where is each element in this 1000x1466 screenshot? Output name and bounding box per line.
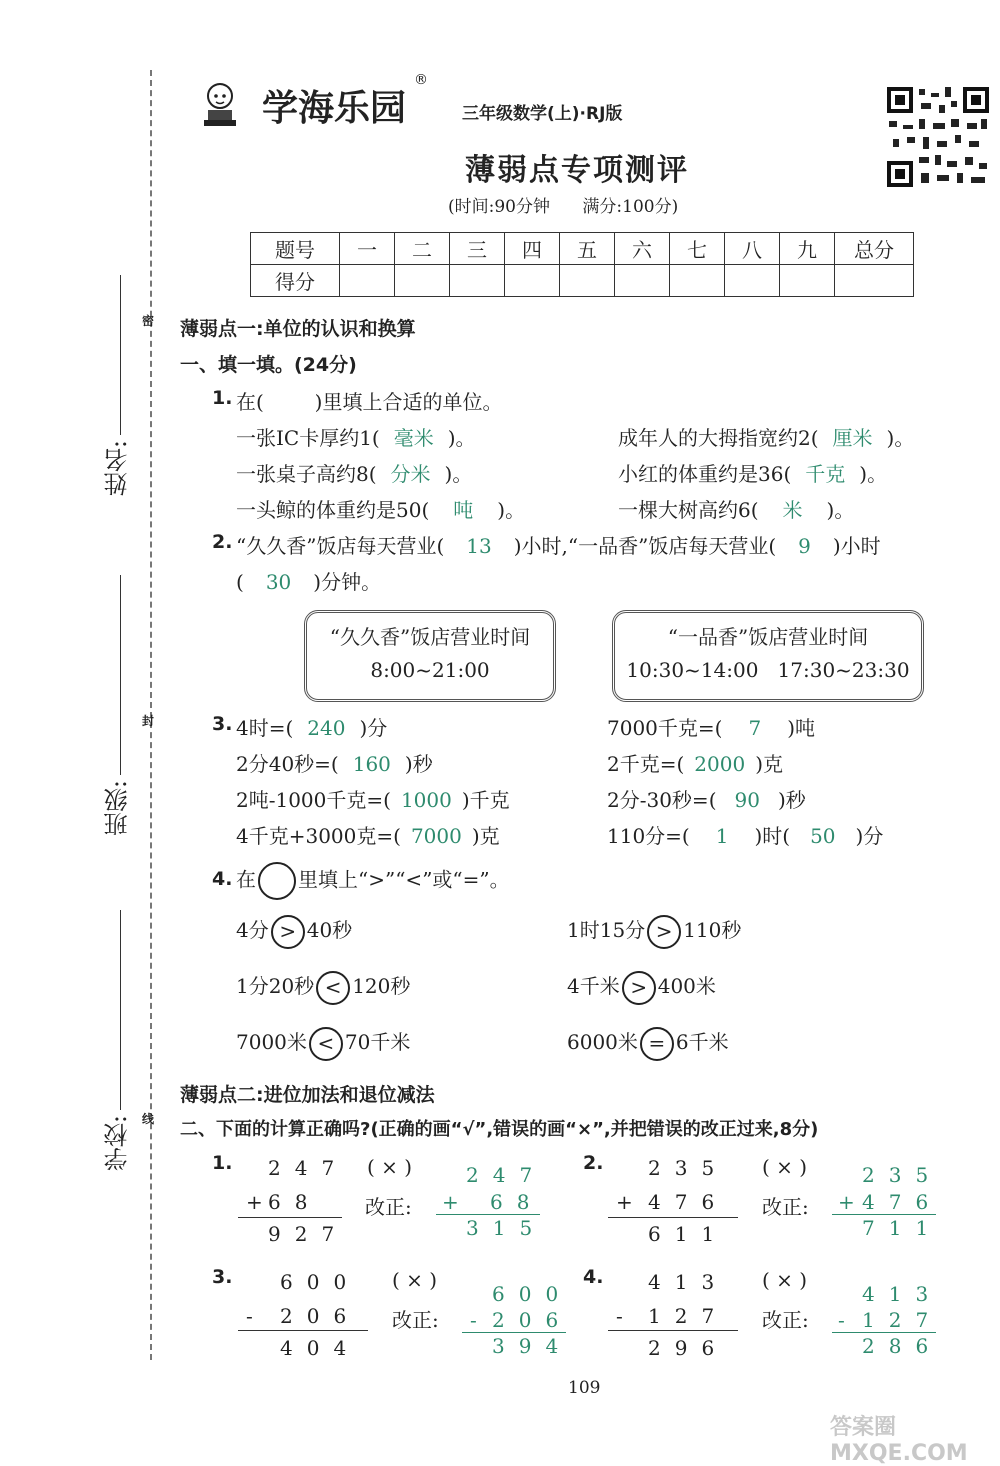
p4-fix-rule xyxy=(832,1332,936,1333)
q2-text: )小时,“一品香”饭店每天营业( xyxy=(513,534,777,558)
q3-answer-minutes[interactable]: 50 xyxy=(810,824,836,848)
score-cell[interactable] xyxy=(725,265,780,297)
q4-left: 4分 xyxy=(236,918,269,942)
score-header-cell: 五 xyxy=(560,233,615,265)
q1-item-post: )。 xyxy=(444,462,473,486)
page-title: 薄弱点专项测评 xyxy=(465,153,689,188)
p3-operand-a: 600 xyxy=(280,1270,361,1294)
q4-compare-answer[interactable]: = xyxy=(640,1027,674,1061)
score-header-cell: 总分 xyxy=(835,233,914,265)
score-header-cell: 三 xyxy=(450,233,505,265)
q3-answer[interactable]: 240 xyxy=(307,716,346,740)
q1-item xyxy=(236,422,476,451)
p2-rule xyxy=(608,1217,738,1218)
part2-title: 二、下面的计算正确吗?(正确的画“√”,错误的画“×”,并把错误的改正过来,8分) xyxy=(180,1119,819,1140)
p2-fix-rule xyxy=(832,1214,936,1215)
p3-result: 404 xyxy=(280,1336,361,1360)
p4-rule xyxy=(608,1330,738,1331)
p1-fix-a: 247 xyxy=(466,1163,547,1187)
q1-answer[interactable]: 千克 xyxy=(805,462,846,486)
score-cell[interactable] xyxy=(615,265,670,297)
q1-item-post: )。 xyxy=(886,426,915,450)
q4-stem-pre: 在 xyxy=(236,867,256,892)
p1-rule xyxy=(238,1217,342,1218)
score-cell[interactable] xyxy=(340,265,395,297)
p3-rule xyxy=(238,1330,368,1331)
p3-number: 3. xyxy=(212,1266,233,1288)
q3-item-post: )克 xyxy=(471,824,500,848)
q4-left: 1时15分 xyxy=(567,918,646,942)
q1-item-post: )。 xyxy=(859,462,888,486)
p2-operator: + xyxy=(616,1190,633,1214)
school-line[interactable] xyxy=(120,910,121,1110)
score-header-cell: 四 xyxy=(505,233,560,265)
p4-operand-a: 413 xyxy=(648,1270,729,1294)
section1-title: 薄弱点一:单位的认识和换算 xyxy=(180,318,416,340)
p3-operator: - xyxy=(246,1304,253,1328)
q1-item-post: )。 xyxy=(497,498,526,522)
card2-title: “一品香”饭店营业时间 xyxy=(667,625,869,649)
score-row-label: 得分 xyxy=(251,265,340,297)
score-header-cell: 九 xyxy=(780,233,835,265)
q3-answer[interactable]: 160 xyxy=(352,752,391,776)
p4-operator: - xyxy=(616,1304,623,1328)
q1-item-post: )。 xyxy=(447,426,476,450)
q3-item-post: )秒 xyxy=(404,752,433,776)
p4-fix-a: 413 xyxy=(862,1282,943,1306)
q1-item xyxy=(236,494,525,523)
q4-right: 70千米 xyxy=(344,1030,411,1054)
q1-item-pre: 成年人的大拇指宽约2( xyxy=(618,426,819,450)
q3-item-post: )千克 xyxy=(461,788,510,812)
q1-answer[interactable]: 吨 xyxy=(453,498,474,522)
q4-number: 4. xyxy=(212,868,233,890)
p1-result: 927 xyxy=(268,1222,349,1246)
p1-operator: + xyxy=(246,1190,263,1214)
p2-fix-label: 改正: xyxy=(762,1195,809,1219)
p1-fix-b: 68 xyxy=(490,1190,544,1214)
q3-answer[interactable]: 7 xyxy=(748,716,762,740)
score-header-cell: 八 xyxy=(725,233,780,265)
card1-time: 8:00~21:00 xyxy=(370,658,490,682)
jiujiuxiang-hours-card xyxy=(304,610,556,702)
q4-item xyxy=(236,914,352,949)
q1-item-pre: 小红的体重约是36( xyxy=(618,462,792,486)
p1-number: 1. xyxy=(212,1152,233,1174)
q4-stem xyxy=(236,862,510,900)
q2-text: )分钟。 xyxy=(313,570,382,594)
score-cell[interactable] xyxy=(450,265,505,297)
p3-fix-operator: - xyxy=(470,1308,477,1332)
q4-item xyxy=(236,1026,410,1061)
q3-item xyxy=(607,748,783,777)
p3-fix-b: 206 xyxy=(492,1308,573,1332)
score-cell[interactable] xyxy=(670,265,725,297)
q1-number: 1. xyxy=(212,387,233,409)
seal-mark-feng: 封 xyxy=(142,714,155,728)
p2-fix-a: 235 xyxy=(862,1163,943,1187)
p1-operand-b: 68 xyxy=(268,1190,322,1214)
q4-left: 6000米 xyxy=(567,1030,638,1054)
section2-title: 薄弱点二:进位加法和退位减法 xyxy=(180,1084,435,1106)
p4-operand-b: 127 xyxy=(648,1304,729,1328)
q3-item-pre: 2分40秒=( xyxy=(236,752,339,776)
class-label: 班级: xyxy=(104,780,132,837)
q1-item xyxy=(618,458,887,487)
q4-item xyxy=(236,970,410,1005)
score-header-cell: 题号 xyxy=(251,233,340,265)
q3-answer[interactable]: 90 xyxy=(734,788,760,812)
p3-fix-rule xyxy=(462,1332,566,1333)
p3-judge[interactable]: ( × ) xyxy=(392,1268,438,1292)
q4-item xyxy=(567,914,741,949)
seal-mark-mi: 密 xyxy=(142,314,155,328)
q3-item-post: )分 xyxy=(359,716,388,740)
p4-fix-operator: - xyxy=(838,1308,845,1332)
q3-item-mid: )时( xyxy=(754,824,791,848)
p1-judge[interactable]: ( × ) xyxy=(367,1155,413,1179)
score-cell[interactable] xyxy=(395,265,450,297)
q3-answer-hours[interactable]: 1 xyxy=(715,824,729,848)
q1-answer[interactable]: 米 xyxy=(782,498,803,522)
q2-answer-minutes[interactable]: 30 xyxy=(265,570,292,594)
q3-item-post: )克 xyxy=(755,752,784,776)
q3-item-pre: 4千克+3000克=( xyxy=(236,824,401,848)
circle-blank-icon xyxy=(258,862,296,900)
q3-item-pre: 7000千克=( xyxy=(607,716,723,740)
q1-item-pre: 一棵大树高约6( xyxy=(618,498,759,522)
q1-stem: 在( )里填上合适的单位。 xyxy=(236,390,503,414)
p2-number: 2. xyxy=(583,1152,604,1174)
q3-item xyxy=(607,784,806,813)
score-cell[interactable] xyxy=(505,265,560,297)
q1-item-pre: 一头鲸的体重约是50( xyxy=(236,498,430,522)
p1-operand-a: 247 xyxy=(268,1156,349,1180)
school-label: 学校: xyxy=(104,1115,132,1172)
yipinxiang-hours-card xyxy=(612,610,924,702)
q4-compare-answer[interactable]: > xyxy=(647,915,681,949)
q3-item-pre: 2吨-1000千克=( xyxy=(236,788,391,812)
p4-fix-result: 286 xyxy=(862,1334,943,1358)
q2-line2 xyxy=(236,566,381,595)
page-number: 109 xyxy=(568,1378,601,1398)
score-table xyxy=(250,232,914,297)
q4-right: 6千米 xyxy=(675,1030,729,1054)
q3-item-post: )分 xyxy=(855,824,884,848)
q3-number: 3. xyxy=(212,713,233,735)
q4-compare-answer[interactable]: > xyxy=(271,915,305,949)
p2-fix-b: 476 xyxy=(862,1190,943,1214)
p1-fix-operator: + xyxy=(442,1190,459,1214)
q3-item xyxy=(236,820,500,849)
q3-item-post: )秒 xyxy=(777,788,806,812)
p4-number: 4. xyxy=(583,1266,604,1288)
p1-fix-rule xyxy=(436,1214,540,1215)
p2-judge[interactable]: ( × ) xyxy=(762,1155,808,1179)
q3-item-pre: 2千克=( xyxy=(607,752,685,776)
q3-item-pre: 4时=( xyxy=(236,716,294,740)
q4-right: 110秒 xyxy=(683,918,742,942)
time-info: (时间:90分钟 满分:100分) xyxy=(448,197,679,217)
q1-item xyxy=(618,422,914,451)
p4-result: 296 xyxy=(648,1336,729,1360)
q1-item-pre: 一张IC卡厚约1( xyxy=(236,426,380,450)
score-cell[interactable] xyxy=(835,265,914,297)
card1-title: “久久香”饭店营业时间 xyxy=(329,625,531,649)
p3-fix-label: 改正: xyxy=(392,1308,439,1332)
q2-text: ( xyxy=(236,570,244,594)
q1-answer[interactable]: 毫米 xyxy=(393,426,434,450)
brand-logo: 学海乐园 xyxy=(262,88,407,129)
score-header-cell: 六 xyxy=(615,233,670,265)
name-line[interactable] xyxy=(120,275,121,435)
q3-item xyxy=(236,784,510,813)
p2-fix-operator: + xyxy=(838,1190,855,1214)
p3-fix-result: 394 xyxy=(492,1334,573,1358)
qr-code-icon[interactable] xyxy=(885,85,991,189)
q4-item xyxy=(567,1026,729,1061)
q2-answer-hours2[interactable]: 9 xyxy=(798,534,811,558)
p2-operand-a: 235 xyxy=(648,1156,729,1180)
q1-item-pre: 一张桌子高约8( xyxy=(236,462,377,486)
q4-stem-post: 里填上“>”“<”或“=”。 xyxy=(298,867,510,892)
p1-fix-result: 315 xyxy=(466,1216,547,1240)
name-label: 姓名: xyxy=(104,440,132,497)
watermark: 答案圈 MXQE.COM xyxy=(830,1415,968,1466)
q3-answer[interactable]: 2000 xyxy=(694,752,746,776)
p2-fix-result: 711 xyxy=(862,1216,943,1240)
score-table-header-row xyxy=(251,233,914,265)
q1-item-post: )。 xyxy=(826,498,855,522)
card2-time: 10:30~14:00 17:30~23:30 xyxy=(626,658,910,682)
q4-left: 1分20秒 xyxy=(236,974,315,998)
q4-compare-answer[interactable]: > xyxy=(622,971,656,1005)
score-table-score-row xyxy=(251,265,914,297)
q1-answer[interactable]: 厘米 xyxy=(832,426,873,450)
q4-right: 40秒 xyxy=(306,918,353,942)
score-header-cell: 二 xyxy=(395,233,450,265)
q4-right: 120秒 xyxy=(352,974,411,998)
p3-fix-a: 600 xyxy=(492,1282,573,1306)
q1-item xyxy=(236,458,472,487)
class-line[interactable] xyxy=(120,575,121,775)
q3-item xyxy=(236,748,433,777)
q3-item-pre: 110分=( xyxy=(607,824,690,848)
score-header-cell: 一 xyxy=(340,233,395,265)
q3-answer[interactable]: 7000 xyxy=(410,824,462,848)
q3-answer[interactable]: 1000 xyxy=(400,788,452,812)
q2-text: )小时 xyxy=(832,534,881,558)
q1-item xyxy=(618,494,854,523)
q2-text: “久久香”饭店每天营业( xyxy=(236,534,445,558)
p4-fix-label: 改正: xyxy=(762,1308,809,1332)
q4-compare-answer[interactable]: < xyxy=(316,971,350,1005)
p3-operand-b: 206 xyxy=(280,1304,361,1328)
part1-title: 一、填一填。(24分) xyxy=(180,354,357,376)
q4-compare-answer[interactable]: < xyxy=(309,1027,343,1061)
score-cell[interactable] xyxy=(560,265,615,297)
q4-item xyxy=(567,970,716,1005)
seal-mark-xian: 线 xyxy=(142,1112,155,1126)
p4-judge[interactable]: ( × ) xyxy=(762,1268,808,1292)
q4-left: 7000米 xyxy=(236,1030,307,1054)
subtitle: 三年级数学(上)·RJ版 xyxy=(462,104,623,124)
mascot-icon xyxy=(196,78,244,128)
q2-line1 xyxy=(236,530,881,559)
score-header-cell: 七 xyxy=(670,233,725,265)
q3-item xyxy=(607,712,815,741)
p2-result: 611 xyxy=(648,1222,729,1246)
p4-fix-b: 127 xyxy=(862,1308,943,1332)
p2-operand-b: 476 xyxy=(648,1190,729,1214)
q3-item-pre: 2分-30秒=( xyxy=(607,788,717,812)
q2-answer-hours1[interactable]: 13 xyxy=(466,534,492,558)
q3-item xyxy=(607,820,883,849)
q1-answer[interactable]: 分米 xyxy=(390,462,431,486)
q4-left: 4千米 xyxy=(567,974,620,998)
q3-item-post: )吨 xyxy=(787,716,816,740)
registered-mark: ® xyxy=(414,72,428,88)
q3-item xyxy=(236,712,387,741)
p1-fix-label: 改正: xyxy=(365,1195,412,1219)
q4-right: 400米 xyxy=(657,974,716,998)
q2-number: 2. xyxy=(212,531,233,553)
score-cell[interactable] xyxy=(780,265,835,297)
